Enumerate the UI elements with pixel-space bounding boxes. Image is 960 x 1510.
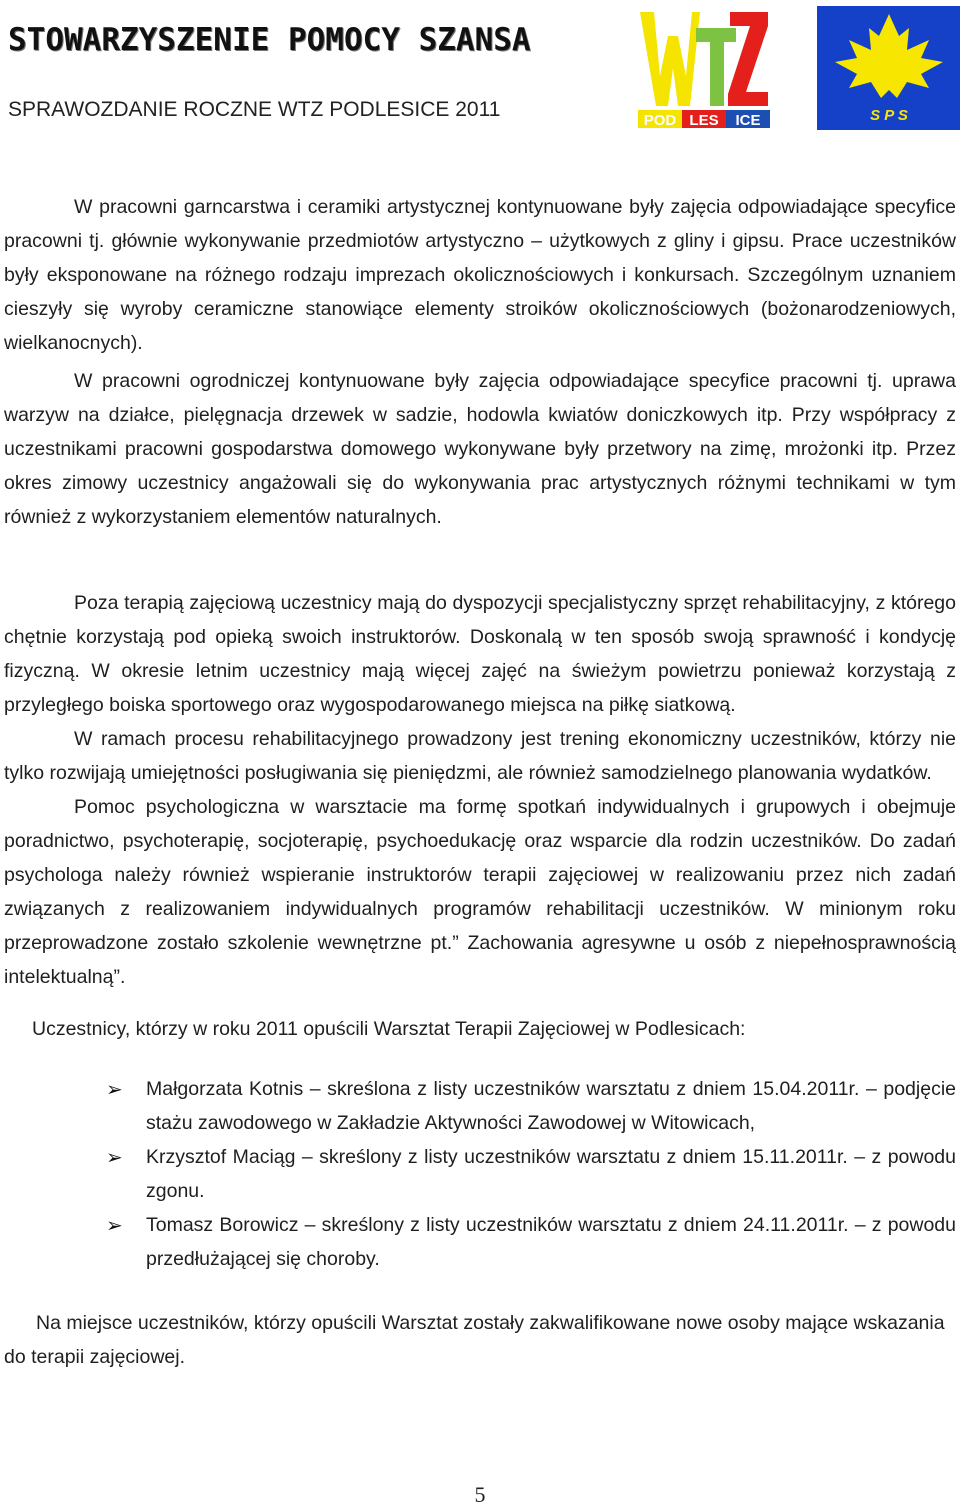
closing-paragraph: Na miejsce uczestników, którzy opuścili Warsztat zostały zakwalifikowane nowe osoby mające wskazania do terapii zajęciowej. [4, 1312, 945, 1368]
paragraph-psychological-help: Pomoc psychologiczna w warsztacie ma formę spotkań indywidualnych i grupowych i obejmuje poradnictwo, psychoterapię, socjoterapię, psychoedukację oraz wsparcie dla rodzin uczestników. Do zadań psychologa należy również wspieranie instruktorów terapii zajęciowej w realizowaniu przez nich zadań związanych z realizowaniem indywidualnych programów rehabilitacji uczestników. W minionym roku przeprowadzone zostało szkolenie wewnętrzne pt.” Zachowania agresywne u osób z niepełnosprawnością intelektualną”. [4, 796, 956, 988]
page-number: 5 [474, 1482, 486, 1507]
organization-title: STOWARZYSZENIE POMOCY SZANSA [8, 22, 531, 58]
paragraph-garden: W pracowni ogrodniczej kontynuowane były zajęcia odpowiadające specyfice pracowni tj. uprawa warzyw na działce, pielęgnacja drzewek w sadzie, hodowla kwiatów doniczkowych itp. Przy współpracy z uczestnikami pracowni gospodarstwa domowego wykonywane były przetwory na zimę, mrożonki itp. Przez okres zimowy uczestnicy angażowali się do wykonywania prac artystycznych różnymi technikami w tym również z wykorzystaniem elementów naturalnych. [4, 370, 956, 528]
departed-entry: Tomasz Borowicz – skreślony z listy uczestników warsztatu z dniem 24.11.2011r. – z powodu przedłużającej się choroby. [146, 1214, 956, 1270]
list-item [4, 1208, 956, 1276]
list-item [4, 1072, 956, 1140]
list-item [4, 1140, 956, 1208]
departed-entry: Małgorzata Kotnis – skreślona z listy uczestników warsztatu z dniem 15.04.2011r. – podjęcie stażu zawodowego w Zakładzie Aktywności Zawodowej w Witowicach, [146, 1078, 956, 1134]
departed-entry: Krzysztof Maciąg – skreślony z listy uczestników warsztatu z dniem 15.11.2011r. – z powodu zgonu. [146, 1146, 956, 1202]
logo-pod-text: POD [643, 112, 677, 129]
arrow-bullet-icon: ➢ [106, 1079, 123, 1101]
arrow-bullet-icon: ➢ [106, 1147, 123, 1169]
paragraph-ceramics: W pracowni garncarstwa i ceramiki artystycznej kontynuowane były zajęcia odpowiadające specyfice pracowni tj. głównie wykonywanie przedmiotów artystyczno – użytkowych z gliny i gipsu. Prace uczestników były eksponowane na różnego rodzaju imprezach okolicznościowych i konkursach. Szczególnym uznaniem cieszyły się wyroby ceramiczne stanowiące elementy stroików okolicznościowych (bożonarodzeniowych, wielkanocnych). [4, 196, 956, 354]
arrow-bullet-icon: ➢ [106, 1215, 123, 1237]
logo-ice-text: ICE [735, 112, 761, 129]
departed-list [4, 1072, 956, 1276]
logo-les-text: LES [689, 112, 719, 129]
wtz-podlesice-logo [638, 6, 770, 130]
sps-logo [817, 6, 960, 130]
paragraph-economic-training: W ramach procesu rehabilitacyjnego prowadzony jest trening ekonomiczny uczestników, którzy nie tylko rozwijają umiejętności posługiwania się pieniędzmi, ale również samodzielnego planowania wydatków. [4, 728, 956, 784]
departed-intro: Uczestnicy, którzy w roku 2011 opuścili Warsztat Terapii Zajęciowej w Podlesicach: [32, 1018, 746, 1040]
logo-sps-text: S P S [870, 107, 908, 124]
report-title: SPRAWOZDANIE ROCZNE WTZ PODLESICE 2011 [8, 98, 501, 121]
paragraph-rehabilitation: Poza terapią zajęciową uczestnicy mają do dyspozycji specjalistyczny sprzęt rehabilitacyjny, z którego chętnie korzystają pod opieką swoich instruktorów. Doskonalą w ten sposób swoją sprawność i kondycję fizyczną. W okresie letnim uczestnicy mają więcej zajęć na świeżym powietrzu ponieważ korzystają z przyległego boiska sportowego oraz wygospodarowanego miejsca na piłkę siatkową. [4, 592, 956, 716]
document-body [4, 190, 956, 1374]
